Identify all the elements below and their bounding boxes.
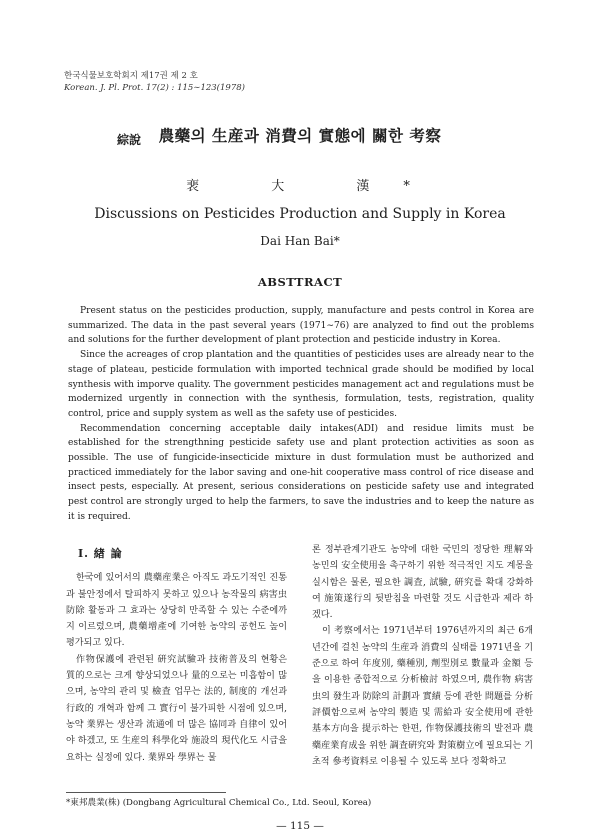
title-korean: 農藥의 生産과 消費의 實態에 關한 考察 <box>158 126 442 145</box>
section-tag: 綜說 <box>117 133 142 147</box>
footnote: *東邦農業(株) (Dongbang Agricultural Chemical Co., Ltd. Seoul, Korea) <box>66 798 372 808</box>
journal-line-korean: 한국식물보호학회지 제17권 제 2 호 <box>64 71 198 81</box>
abstract-paragraph: Recommendation concerning acceptable daily intakes(ADI) and residue limits must be established for the strengthning pesticide safety use and plant protection activities as soon as possible. The use of fungicide-insecticide mixture in dust formulation must be authorized and practiced immediately for the labor saving and one-hit cooperative mass control of rice disease and insect pests, especially. At present, serious considerations on pesticide safety use and integrated pest control are strongly urged to help the farmers, to save the industries and to keep the nature as it is required. <box>68 423 534 522</box>
body-column-right <box>312 542 533 770</box>
journal-line-english: Korean. J. Pl. Prot. 17(2) : 115∼123(1978) <box>64 83 245 93</box>
abstract-body <box>68 304 534 525</box>
author-korean: 裵 大 漢* <box>186 179 444 194</box>
body-paragraph: 이 考察에서는 1971년부터 1976년까지의 최근 6개년간에 걸친 농약의 生産과 消費의 실태를 1971년을 기준으로 하여 年度別, 藥種別, 劑型別로 數量과 金額 등을 이용한 종합적으로 分析檢討 하였으며, 農作物 病害虫의 發生과 防除의 計劃과 實績 등에 관한 問題를 分析評價함으로써 농약의 製造 및 需給과 安全使用에 관한 基本方向을 提示하는 한편, 作物保護技術의 발전과 農藥産業育成을 위한 調査硏究와 對策樹立에 필요되는 기초적 參考資料로 이용될 수 있도록 보다 정확하고 <box>312 626 533 767</box>
body-paragraph: 作物保護에 관련된 硏究試驗과 技術普及의 현황은 質的으로는 크게 향상되었으나 量的으로는 미흡함이 많으며, 농약의 관리 및 檢査 업무는 法的, 制度的 개선과 行政的 개혁과 함께 그 實行이 불가피한 시점에 있으며, 농약 業界는 생산과 流通에 더 많은 協同과 自律이 있어야 하겠고, 또 生産의 科學化와 施設의 現代化도 시급을 요하는 실정에 있다. 業界와 學界는 물 <box>66 654 287 763</box>
section-heading: I. 緖 論 <box>78 547 123 560</box>
journal-citation <box>64 70 245 94</box>
author-english: Dai Han Bai* <box>260 234 340 248</box>
abstract-paragraph: Since the acreages of crop plantation and the quantities of pesticides uses are already near to the stage of plateau, pesticide formulation with imported technical grade should be modified by local synthesis with imporve quality. The government pesticides management act and regulations must be modernized urgently in connection with the synthesis, formulation, tests, registration, quality control, price and supply system as well as the safety use of pesticides. <box>68 350 534 419</box>
abstract-heading: ABSTTRACT <box>257 275 343 289</box>
page-number: — 115 — <box>276 820 324 832</box>
body-paragraph: 한국에 있어서의 農藥産業은 아직도 과도기적인 진통과 불안정에서 탈피하지 못하고 있으나 농작물의 病害虫防除 활동과 그 효과는 상당히 만족할 수 있는 수준에까지 이르렀으며, 農藥增產에 기여한 농약의 공헌도 높이 평가되고 있다. <box>66 573 287 649</box>
footnote-divider <box>66 792 226 793</box>
abstract-paragraph: Present status on the pesticides production, supply, manufacture and pests control in Korea are summarized. The data in the past several years (1971∼76) are analyzed to find out the problems and solutions for the further development of plant protection and pesticide industry in Korea. <box>68 306 534 346</box>
body-column-left <box>66 542 287 766</box>
body-paragraph: 론 정부관계기관도 농약에 대한 국민의 정당한 理解와 농민의 安全使用을 촉구하기 위한 적극적인 지도 계몽을 실시함은 물론, 필요한 調査, 試驗, 硏究를 확대 강화하여 施策遂行의 뒷받침을 마련할 것도 시급한과 제라 하겠다. <box>312 545 533 621</box>
title-english: Discussions on Pesticides Production and Supply in Korea <box>94 206 506 222</box>
